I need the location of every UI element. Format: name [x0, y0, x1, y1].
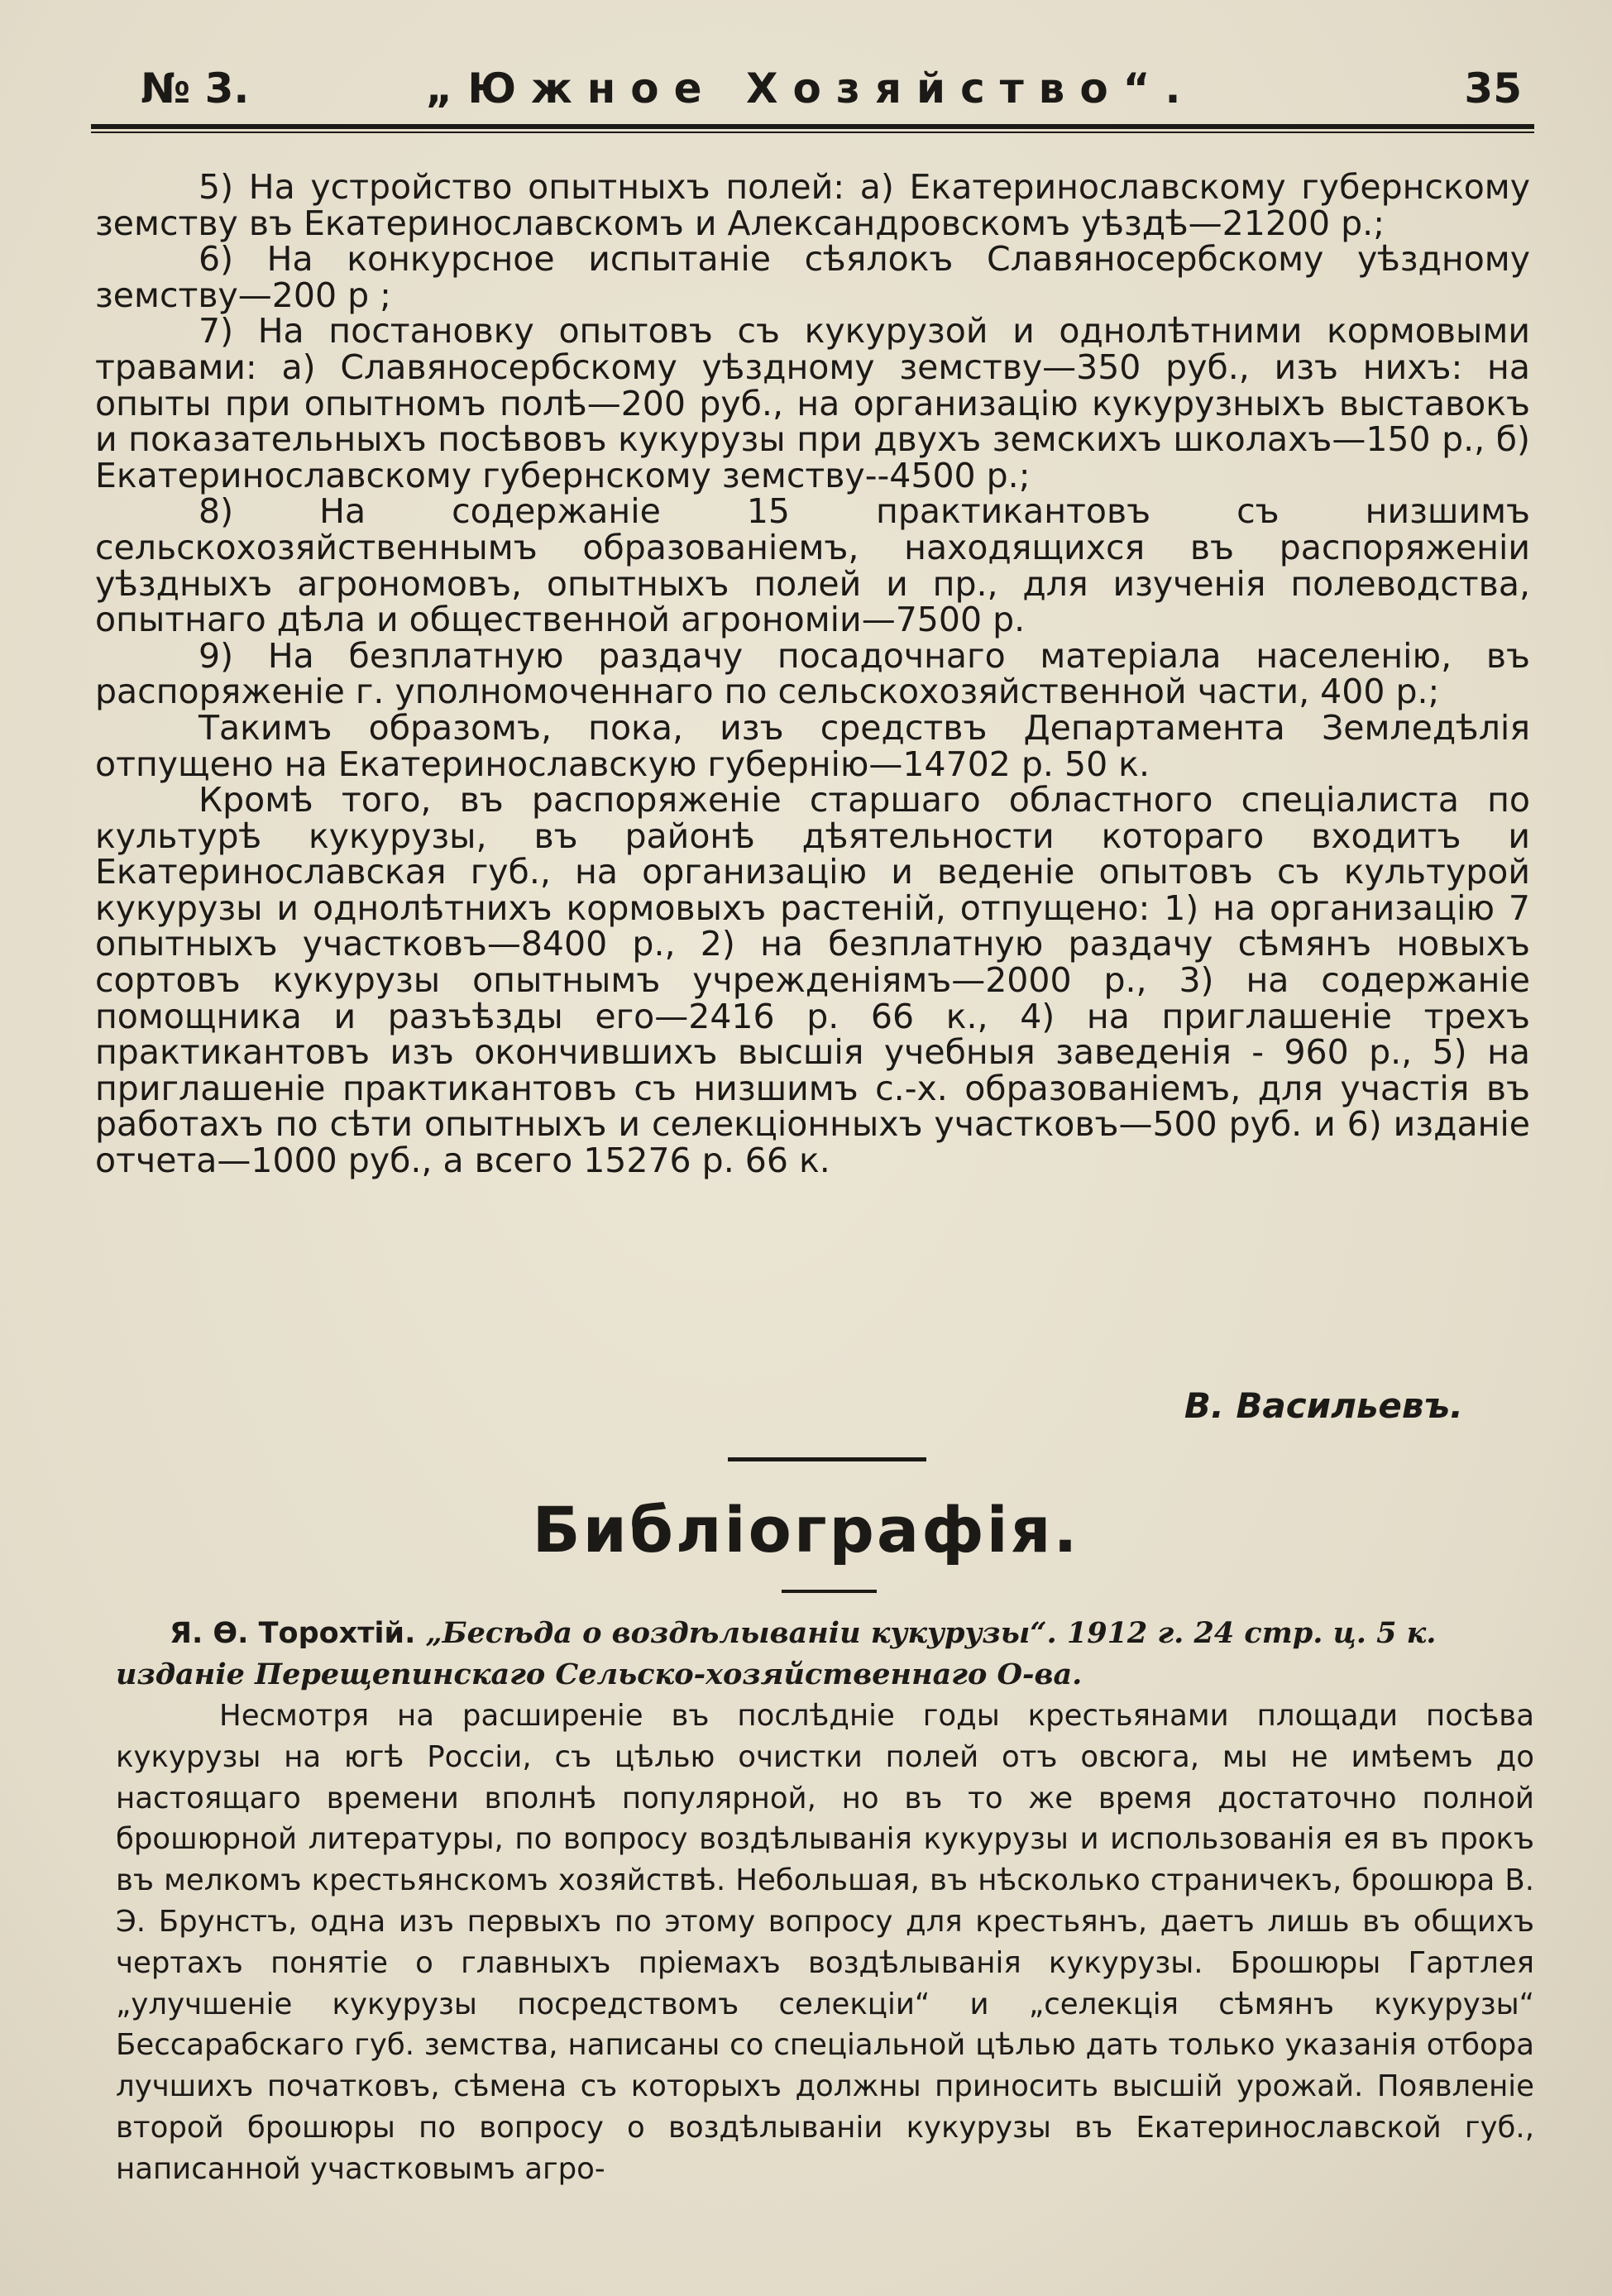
journal-title: „Южное Хозяйство“. — [425, 65, 1196, 112]
header-rule-thin — [91, 132, 1534, 133]
page-header — [91, 65, 1530, 122]
book-publisher: изданіе Перещепинскаго Сельско-хозяйственнаго О-ва. — [116, 1657, 1083, 1691]
article-body — [95, 167, 1530, 1181]
article-paragraph: 9) На безплатную раздачу посадочнаго матеріала населенію, въ распоряженіе г. уполномоченнаго по сельскохозяйственной части, 400 р.; — [95, 635, 1530, 712]
bibliography-entry-heading — [116, 1613, 1534, 1696]
article-paragraph: 7) На постановку опытовъ съ кукурузой и однолѣтними кормовыми травами: а) Славяносербскому уѣздному земству—350 руб., изъ нихъ: на опыты при опытномъ полѣ—200 руб., на организацію кукурузныхъ выставокъ и показательныхъ посѣвовъ кукурузы при двухъ земскихъ школахъ—150 р., б) Екатеринославскому губернскому земству--4500 р.; — [95, 311, 1530, 495]
issue-number: № 3. — [141, 65, 250, 112]
article-signature: В. Васильевъ. — [1184, 1385, 1463, 1426]
book-details: 1912 г. 24 стр. ц. 5 к. — [1066, 1616, 1437, 1650]
bibliography-review — [116, 1696, 1534, 2190]
article-paragraph: Такимъ образомъ, пока, изъ средствъ Департамента Земледѣлія отпущено на Екатеринославскую губернію—14702 р. 50 к. — [95, 707, 1530, 784]
header-rule — [91, 124, 1534, 129]
article-paragraph: 6) На конкурсное испытаніе сѣялокъ Славяносербскому уѣздному земству—200 р ; — [95, 239, 1530, 315]
article-paragraph: Кромѣ того, въ распоряженіе старшаго областного спеціалиста по культурѣ кукурузы, въ районѣ дѣятельности котораго входитъ и Екатеринославская губ., на организацію и веденіе опытовъ съ культурой кукурузы и однолѣтнихъ кормовыхъ растеній, отпущено: 1) на организацію 7 опытныхъ участковъ—8400 р., 2) на безплатную раздачу сѣмянъ новыхъ сортовъ кукурузы опытнымъ учрежденіямъ—2000 р., 3) на содержаніе помощника и разъѣзды его—2416 р. 66 к., 4) на приглашеніе трехъ практикантовъ изъ окончившихъ высшія учебныя заведенія - 960 р., 5) на приглашеніе практикантовъ съ низшимъ с.-х. образованіемъ, для участія въ работахъ по сѣти опытныхъ и селекціонныхъ участковъ—500 руб. и 6) изданіе отчета—1000 руб., а всего 15276 р. 66 к. — [95, 780, 1530, 1181]
section-divider — [728, 1457, 926, 1461]
review-paragraph: Несмотря на расширеніе въ послѣдніе годы крестьянами площади посѣва кукурузы на югѣ Россіи, съ цѣлью очистки полей отъ овсюга, мы не имѣемъ до настоящаго времени вполнѣ популярной, но въ то же время достаточно полной брошюрной литературы, по вопросу воздѣлыванія кукурузы и использованія ея въ прокъ въ мелкомъ крестьянскомъ хозяйствѣ. Небольшая, въ нѣсколько страничекъ, брошюра В. Э. Брунстъ, одна изъ первыхъ по этому вопросу для крестьянъ, даетъ лишь въ общихъ чертахъ понятіе о главныхъ пріемахъ воздѣлыванія кукурузы. Брошюры Гартлея „улучшеніе кукурузы посредствомъ селекціи“ и „селекція сѣмянъ кукурузы“ Бессарабскаго губ. земства, написаны со спеціальной цѣлью дать только указанія отбора лучшихъ початковъ, сѣмена съ которыхъ должны приносить высшій урожай. Появленіе второй брошюры по вопросу о воздѣлываніи кукурузы въ Екатеринославской губ., написанной участковымъ агро- — [116, 1699, 1534, 2186]
article-paragraph: 5) На устройство опытныхъ полей: а) Екатеринославскому губернскому земству въ Екатеринославскомъ и Александровскомъ уѣздѣ—21200 р.; — [95, 167, 1530, 243]
article-paragraph: 8) На содержаніе 15 практикантовъ съ низшимъ сельскохозяйственнымъ образованіемъ, находящихся въ распоряженіи уѣздныхъ агрономовъ, опытныхъ полей и пр., для изученія полеводства, опытнаго дѣла и общественной агрономіи—7500 р. — [95, 491, 1530, 640]
section-title: Библіографія. — [532, 1493, 1080, 1567]
book-title: „Бесѣда о воздѣлываніи кукурузы“. — [425, 1616, 1057, 1650]
page-number: 35 — [1464, 65, 1522, 112]
section-divider-short — [782, 1590, 877, 1593]
book-author: Я. Ѳ. Торохтій. — [170, 1617, 416, 1650]
